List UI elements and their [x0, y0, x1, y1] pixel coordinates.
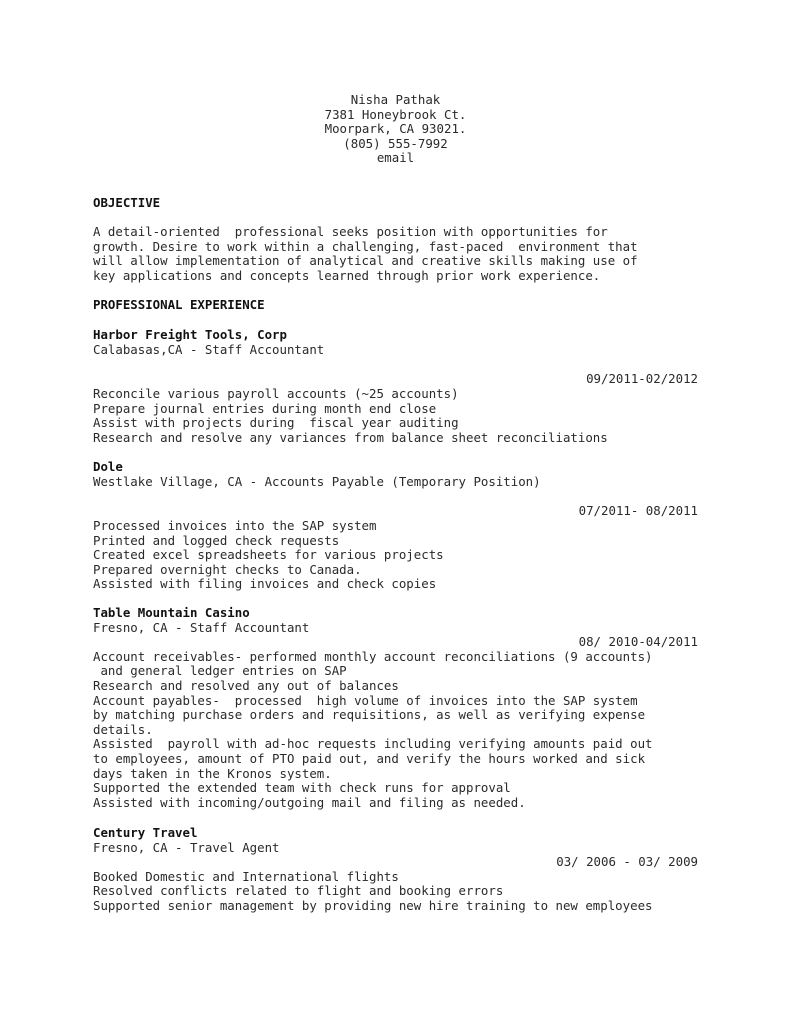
job-duties	[93, 519, 703, 592]
job-company: Harbor Freight Tools, Corp	[93, 327, 287, 342]
job-duty: details.	[93, 721, 153, 737]
job-duty: Research and resolved any out of balances	[93, 677, 399, 693]
objective-heading: OBJECTIVE	[93, 195, 161, 210]
job-location-title: Calabasas,CA - Staff Accountant	[93, 341, 325, 357]
job-duty: Assist with projects during fiscal year auditing	[93, 415, 459, 431]
job-entry	[93, 328, 703, 357]
contact-name: Nisha Pathak	[350, 92, 441, 107]
job-duty: Resolved conflicts related to flight and booking errors	[93, 883, 504, 899]
job-dates-row	[93, 504, 703, 519]
objective-line: key applications and concepts learned through prior work experience.	[93, 267, 601, 283]
job-dates-row	[93, 372, 703, 387]
contact-header	[0, 93, 791, 166]
job-duty: Created excel spreadsheets for various projects	[93, 547, 444, 563]
objective-line: growth. Desire to work within a challenging, fast-paced environment that	[93, 238, 638, 254]
objective-section	[93, 196, 703, 211]
contact-city: Moorpark, CA 93021.	[324, 121, 467, 137]
job-dates: 09/2011-02/2012	[586, 371, 698, 386]
job-duty: and general ledger entries on SAP	[93, 663, 347, 679]
job-duty: Assisted with incoming/outgoing mail and filing as needed.	[93, 794, 526, 810]
job-duty: to employees, amount of PTO paid out, and verify the hours worked and sick	[93, 750, 646, 766]
experience-heading: PROFESSIONAL EXPERIENCE	[93, 297, 265, 312]
job-duty: Account receivables- performed monthly account reconciliations (9 accounts)	[93, 648, 653, 664]
job-duty: Booked Domestic and International flights	[93, 868, 399, 884]
job-company: Century Travel	[93, 825, 198, 840]
job-duty: Supported senior management by providing new hire training to new employees	[93, 897, 653, 913]
job-company: Dole	[93, 459, 123, 474]
job-duty: Assisted payroll with ad-hoc requests including verifying amounts paid out	[93, 736, 653, 752]
contact-street: 7381 Honeybrook Ct.	[324, 106, 467, 122]
job-company: Table Mountain Casino	[93, 605, 250, 620]
job-entry	[93, 826, 703, 914]
job-dates: 03/ 2006 - 03/ 2009	[556, 854, 698, 870]
job-entry	[93, 606, 703, 810]
job-duty: Supported the extended team with check runs for approval	[93, 780, 511, 796]
job-location-title: Westlake Village, CA - Accounts Payable (Temporary Position)	[93, 473, 541, 489]
job-dates: 08/ 2010-04/2011	[578, 634, 698, 650]
job-duty: Account payables- processed high volume of invoices into the SAP system	[93, 692, 638, 708]
objective-body	[93, 225, 703, 283]
job-duty: Printed and logged check requests	[93, 532, 340, 548]
job-location-title: Fresno, CA - Travel Agent	[93, 839, 280, 855]
job-duty: Prepare journal entries during month end close	[93, 400, 437, 416]
job-duty: Reconcile various payroll accounts (~25 accounts)	[93, 386, 459, 401]
job-duty: Prepared overnight checks to Canada.	[93, 561, 362, 577]
job-duty: Processed invoices into the SAP system	[93, 518, 377, 533]
job-entry	[93, 460, 703, 489]
job-duty: Assisted with filing invoices and check copies	[93, 576, 437, 592]
objective-line: A detail-oriented professional seeks position with opportunities for	[93, 224, 608, 239]
job-duty: by matching purchase orders and requisitions, as well as verifying expense	[93, 707, 646, 723]
job-duty: Research and resolve any variances from balance sheet reconciliations	[93, 429, 608, 445]
job-duty: days taken in the Kronos system.	[93, 765, 332, 781]
contact-email: email	[376, 150, 415, 166]
contact-phone: (805) 555-7992	[343, 135, 448, 151]
job-location-title: Fresno, CA - Staff Accountant	[93, 619, 310, 635]
objective-line: will allow implementation of analytical and creative skills making use of	[93, 253, 638, 269]
job-duties	[93, 387, 703, 445]
experience-section	[93, 298, 703, 313]
job-dates: 07/2011- 08/2011	[578, 503, 698, 518]
